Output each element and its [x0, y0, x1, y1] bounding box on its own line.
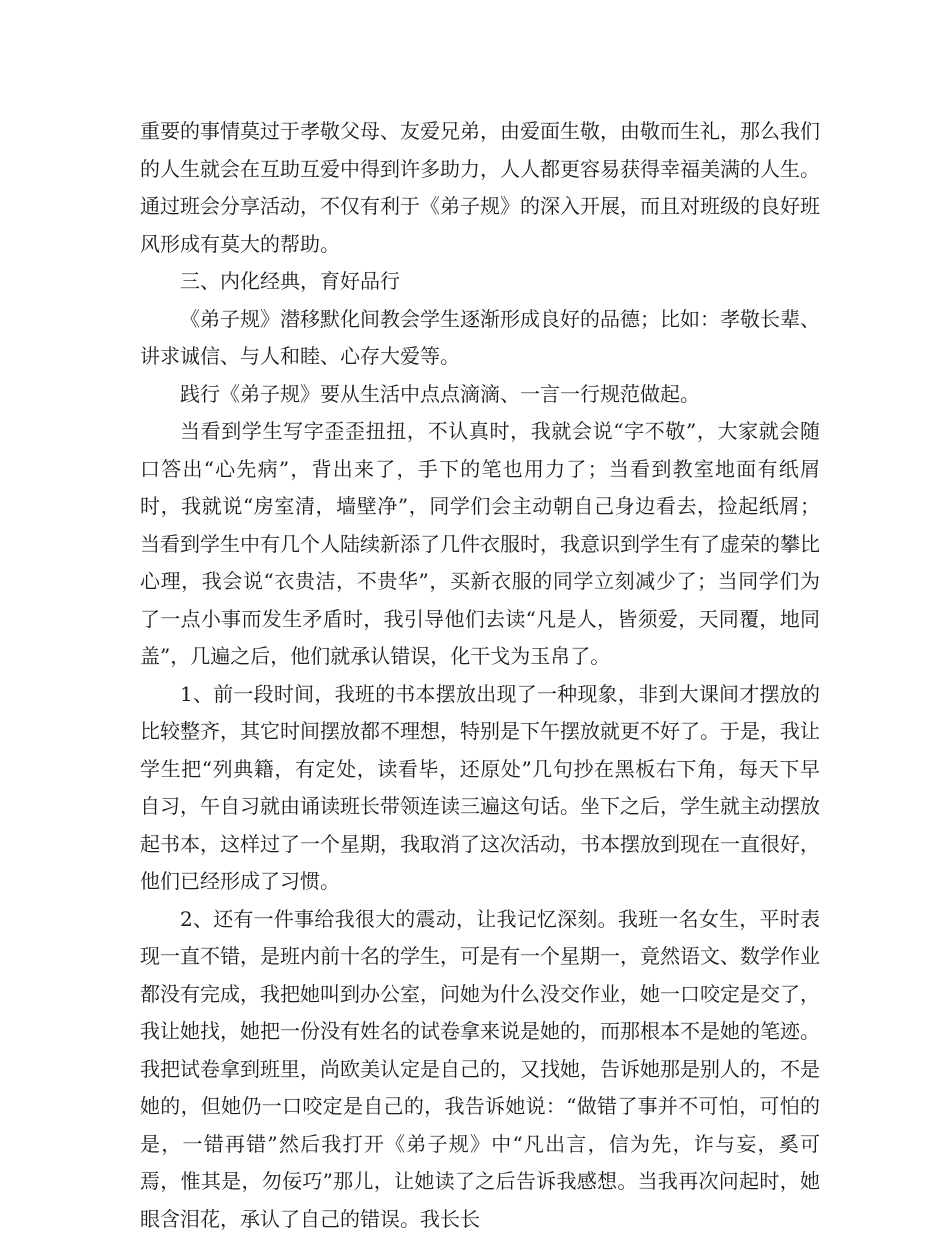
paragraph: 1、前一段时间，我班的书本摆放出现了一种现象，非到大课间才摆放的比较整齐，其它时间摆放都不理想，特别是下午摆放就更不好了。于是，我让学生把“列典籍，有定处，读看毕，还原处”几句抄在黑板右下角，每天下早自习，午自习就由诵读班长带领连读三遍这句话。坐下之后，学生就主动摆放起书本，这样过了一个星期，我取消了这次活动，书本摆放到现在一直很好，他们已经形成了习惯。: [140, 676, 820, 901]
paragraph: 践行《弟子规》要从生活中点点滴滴、一言一行规范做起。: [140, 376, 820, 414]
paragraph: 2、还有一件事给我很大的震动，让我记忆深刻。我班一名女生，平时表现一直不错，是班内前十名的学生，可是有一个星期一，竟然语文、数学作业都没有完成，我把她叫到办公室，问她为什么没交作业，她一口咬定是交了，我让她找，她把一份没有姓名的试卷拿来说是她的，而那根本不是她的笔迹。我把试卷拿到班里，尚欧美认定是自己的，又找她，告诉她那是别人的，不是她的，但她仍一口咬定是自己的，我告诉她说：“做错了事并不可怕，可怕的是，一错再错”然后我打开《弟子规》中“凡出言，信为先，诈与妄，奚可焉，惟其是，勿佞巧”那儿，让她读了之后告诉我感想。当我再次问起时，她眼含泪花，承认了自己的错误。我长长: [140, 901, 820, 1238]
section-heading: 三、内化经典，育好品行: [140, 263, 820, 301]
body-text: [140, 113, 820, 1238]
paragraph: 重要的事情莫过于孝敬父母、友爱兄弟，由爱面生敬，由敬而生礼，那么我们的人生就会在互助互爱中得到许多助力，人人都更容易获得幸福美满的人生。通过班会分享活动，不仅有利于《弟子规》的深入开展，而且对班级的良好班风形成有莫大的帮助。: [140, 113, 820, 263]
paragraph: 《弟子规》潜移默化间教会学生逐渐形成良好的品德；比如：孝敬长辈、讲求诚信、与人和睦、心存大爱等。: [140, 301, 820, 376]
paragraph: 当看到学生写字歪歪扭扭，不认真时，我就会说“字不敬”，大家就会随口答出“心先病”，背出来了，手下的笔也用力了；当看到教室地面有纸屑时，我就说“房室清，墙壁净”，同学们会主动朝自己身边看去，捡起纸屑；当看到学生中有几个人陆续新添了几件衣服时，我意识到学生有了虚荣的攀比心理，我会说“衣贵洁，不贵华”，买新衣服的同学立刻减少了；当同学们为了一点小事而发生矛盾时，我引导他们去读“凡是人，皆须爱，天同覆，地同盖”，几遍之后，他们就承认错误，化干戈为玉帛了。: [140, 413, 820, 676]
